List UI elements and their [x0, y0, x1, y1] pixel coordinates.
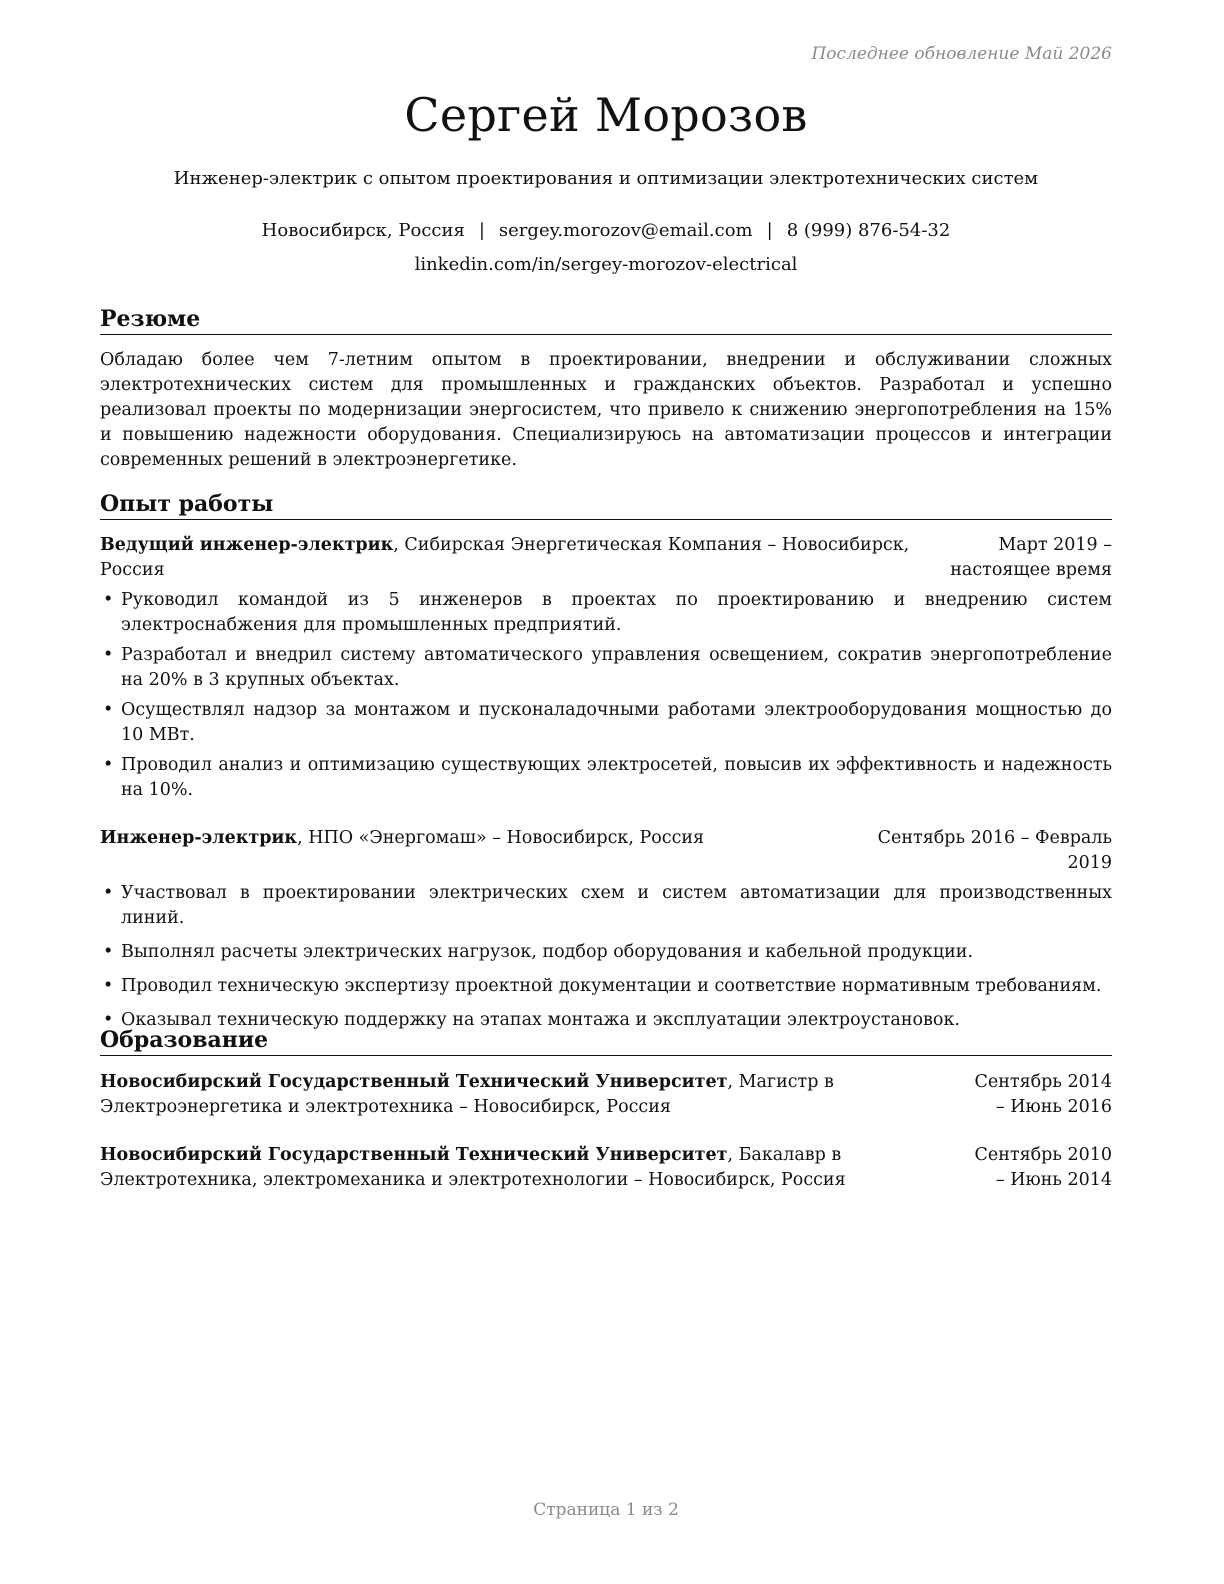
job-title-line: [100, 826, 872, 876]
education-entry: [100, 1070, 1112, 1120]
bullet-icon: •: [103, 883, 114, 903]
bullet-icon: •: [103, 1010, 114, 1030]
job-org: , Сибирская Энергетическая Компания – Новосибирск, Россия: [100, 535, 910, 580]
contact-separator: |: [478, 220, 485, 241]
education-dates: Сентябрь 2010 – Июнь 2014: [974, 1145, 1112, 1190]
contact-line: [100, 220, 1112, 241]
resume-page: [100, 0, 1112, 1584]
bullet-icon: •: [103, 755, 114, 775]
section-title-experience: Опыт работы: [100, 490, 1112, 520]
contact-email[interactable]: sergey.morozov@email.com: [498, 220, 753, 241]
list-item: • Осуществлял надзор за монтажом и пусконаладочными работами электрооборудования мощностью до 10 МВт.: [103, 700, 1112, 745]
job-role: Инженер-электрик: [100, 828, 298, 848]
list-item: • Оказывал техническую поддержку на этапах монтажа и эксплуатации электроустановок.: [100, 1008, 1112, 1033]
section-title-education: Образование: [100, 1026, 1112, 1056]
job-bullets: [100, 881, 1112, 1033]
job-dates: Сентябрь 2016 – Февраль 2019: [877, 828, 1112, 873]
bullet-icon: •: [103, 590, 114, 610]
list-item: • Выполнял расчеты электрических нагрузок, подбор оборудования и кабельной продукции.: [100, 940, 1112, 965]
summary-text: Обладаю более чем 7-летним опытом в проектировании, внедрении и обслуживании сложных электротехнических систем для промышленных и гражданских объектов. Разработал и успешно реализовал проекты по модернизации энергосистем, что привело к снижению энергопотребления на 15% и повышению надежности оборудования. Специализируюсь на автоматизации процессов и интеграции современных решений в электроэнергетике.: [100, 350, 1112, 470]
contact-linkedin[interactable]: linkedin.com/in/sergey-morozov-electrical: [414, 254, 798, 275]
job-bullets: [100, 588, 1112, 803]
page-number: Страница 1 из 2: [533, 1500, 679, 1520]
job-dates: Март 2019 – настоящее время: [950, 535, 1112, 580]
education-dates: Сентябрь 2014 – Июнь 2016: [974, 1072, 1112, 1117]
job-org: , НПО «Энергомаш» – Новосибирск, Россия: [297, 828, 705, 848]
contact-separator: |: [766, 220, 773, 241]
bullet-icon: •: [103, 942, 114, 962]
list-item: • Проводил анализ и оптимизацию существующих электросетей, повысив их эффективность и надежность на 10%.: [103, 755, 1112, 800]
section-title-summary: Резюме: [100, 305, 1112, 335]
list-item: • Разработал и внедрил систему автоматического управления освещением, сократив энергопотребление на 20% в 3 крупных объектах.: [103, 645, 1112, 690]
job-role: Ведущий инженер-электрик: [100, 535, 394, 555]
job-header: [100, 533, 1112, 583]
job-title-line: [100, 533, 932, 583]
list-item: • Проводил техническую экспертизу проектной документации и соответствие нормативным требованиям.: [100, 974, 1112, 999]
education-degree: , Магистр в Электроэнергетика и электротехника – Новосибирск, Россия: [100, 1072, 834, 1117]
education-school: Новосибирский Государственный Технический Университет: [100, 1072, 728, 1092]
education-school: Новосибирский Государственный Технический Университет: [100, 1145, 728, 1165]
tagline: Инженер-электрик с опытом проектирования и оптимизации электротехнических систем: [173, 168, 1039, 189]
bullet-icon: •: [103, 976, 114, 996]
contact-phone: 8 (999) 876-54-32: [786, 220, 951, 241]
education-title-line: [100, 1143, 962, 1193]
list-item: • Участвовал в проектировании электрических схем и систем автоматизации для производственных линий.: [103, 883, 1112, 928]
education-entry: [100, 1143, 1112, 1193]
list-item: • Руководил командой из 5 инженеров в проектах по проектированию и внедрению систем электроснабжения для промышленных предприятий.: [103, 590, 1112, 635]
job-header: [100, 826, 1112, 876]
contact-city: Новосибирск, Россия: [261, 220, 465, 241]
education-degree: , Бакалавр в Электротехника, электромеханика и электротехнологии – Новосибирск, Россия: [100, 1145, 846, 1190]
education-title-line: [100, 1070, 962, 1120]
bullet-icon: •: [103, 700, 114, 720]
last-updated: Последнее обновление Май 2026: [811, 44, 1112, 64]
bullet-icon: •: [103, 645, 114, 665]
candidate-name: Сергей Морозов: [404, 88, 808, 142]
